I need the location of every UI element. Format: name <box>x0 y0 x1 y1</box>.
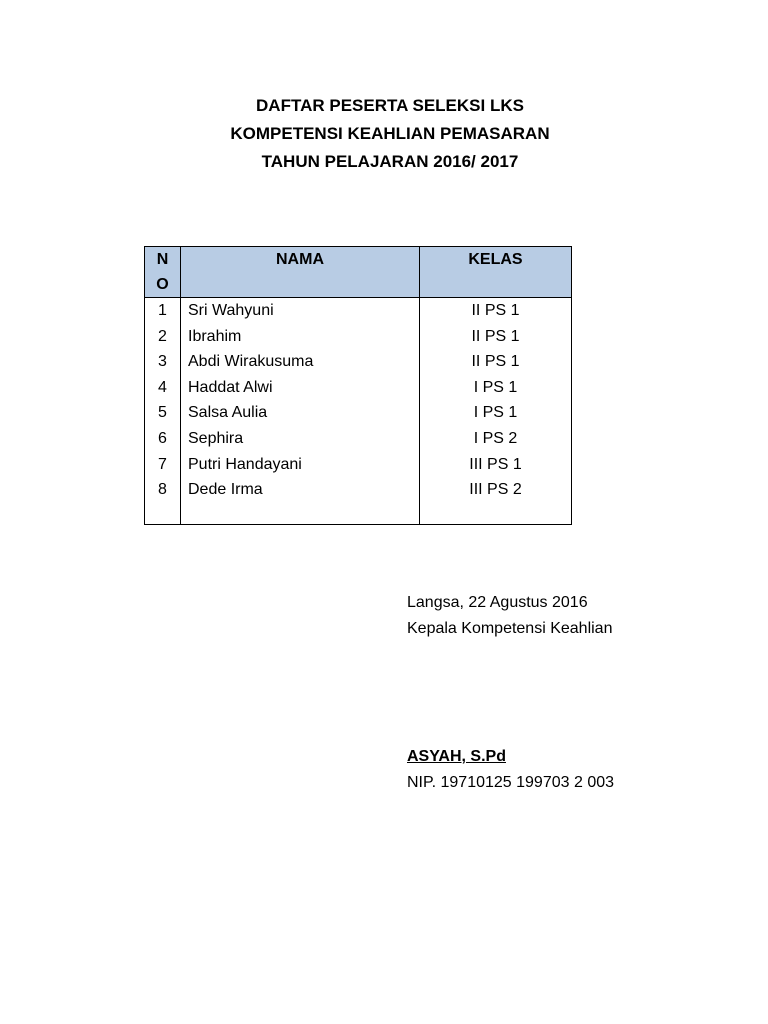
participant-class: II PS 1 <box>471 327 520 345</box>
participant-table <box>144 246 572 525</box>
participant-class: II PS 1 <box>471 302 520 319</box>
participant-name: Haddat Alwi <box>188 378 273 396</box>
table-header-row <box>145 247 572 298</box>
row-number: 3 <box>158 353 167 371</box>
signer-position: Kepala Kompetensi Keahlian <box>407 620 613 637</box>
column-no <box>145 298 181 525</box>
header-no <box>145 247 181 298</box>
signer-nip: NIP. 19710125 199703 2 003 <box>407 774 615 791</box>
participant-class: I PS 1 <box>473 378 518 396</box>
header-no-line-2: O <box>156 276 169 293</box>
participant-name: Sephira <box>188 429 244 447</box>
title-line-2: KOMPETENSI KEAHLIAN PEMASARAN <box>230 124 550 143</box>
row-number: 7 <box>158 455 167 473</box>
column-nama <box>181 298 420 525</box>
place-date: Langsa, 22 Agustus 2016 <box>407 594 588 611</box>
row-number: 6 <box>158 429 167 447</box>
header-nama: NAMA <box>181 247 420 298</box>
row-number: 2 <box>158 327 167 345</box>
signer-name: ASYAH, S.Pd <box>407 748 506 765</box>
table-body-row <box>145 298 572 525</box>
participant-class: I PS 2 <box>473 429 518 447</box>
header-no-line-1: N <box>156 251 169 268</box>
header-kelas: KELAS <box>420 247 572 298</box>
participant-name: Sri Wahyuni <box>188 302 274 319</box>
document-title <box>0 92 768 176</box>
participant-name: Abdi Wirakusuma <box>188 353 314 371</box>
row-number: 8 <box>158 481 167 499</box>
participant-class: I PS 1 <box>473 404 518 422</box>
participant-class: III PS 1 <box>469 455 522 473</box>
column-kelas <box>420 298 572 525</box>
row-number: 1 <box>158 302 167 319</box>
participant-name: Salsa Aulia <box>188 404 268 422</box>
participant-name: Ibrahim <box>188 327 242 345</box>
title-line-3: TAHUN PELAJARAN 2016/ 2017 <box>261 152 519 171</box>
title-line-1: DAFTAR PESERTA SELEKSI LKS <box>256 96 524 115</box>
participant-name: Dede Irma <box>188 481 263 499</box>
participant-class: III PS 2 <box>469 481 522 499</box>
row-number: 4 <box>158 378 167 396</box>
participant-class: II PS 1 <box>471 353 520 371</box>
row-number: 5 <box>158 404 167 422</box>
participant-name: Putri Handayani <box>188 455 302 473</box>
signature-block <box>407 590 614 796</box>
